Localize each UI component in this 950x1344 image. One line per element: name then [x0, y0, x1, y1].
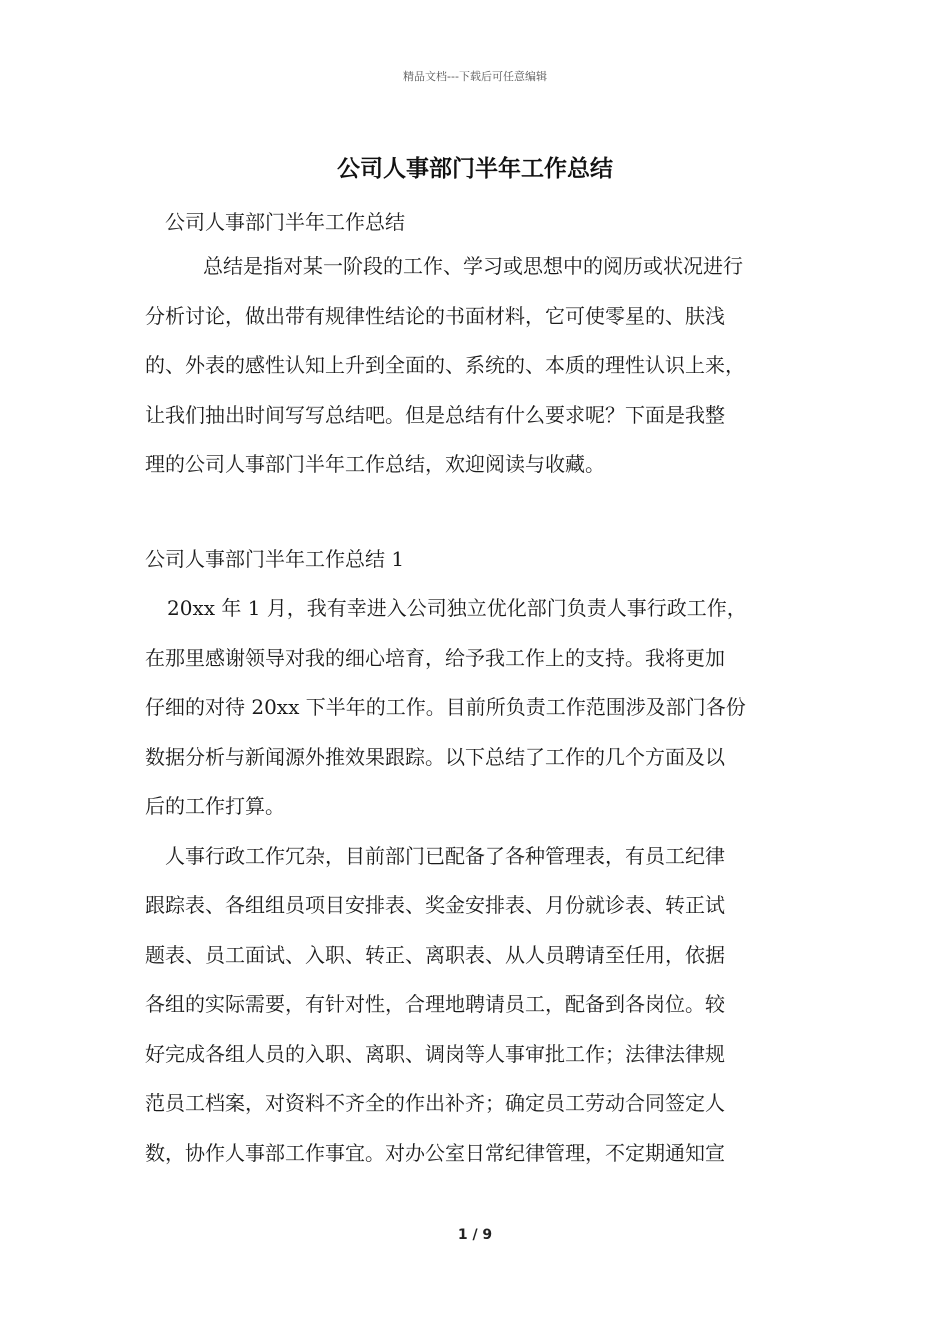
- paragraph-line: 20xx 年 1 月，我有幸进入公司独立优化部门负责人事行政工作，: [167, 596, 747, 620]
- page-number: 1 / 9: [457, 1227, 493, 1243]
- paragraph-line: 跟踪表、各组组员项目安排表、奖金安排表、月份就诊表、转正试: [145, 893, 725, 917]
- paragraph-line: 后的工作打算。: [145, 794, 285, 818]
- intro-line: 分析讨论，做出带有规律性结论的书面材料，它可使零星的、肤浅: [145, 303, 725, 328]
- paragraph-line: 仔细的对待 20xx 下半年的工作。目前所负责工作范围涉及部门各份: [145, 695, 746, 719]
- paragraph-line: 数据分析与新闻源外推效果跟踪。以下总结了工作的几个方面及以: [145, 744, 725, 769]
- intro-line: 理的公司人事部门半年工作总结，欢迎阅读与收藏。: [145, 452, 605, 476]
- paragraph-line: 范员工档案，对资料不齐全的作出补齐；确定员工劳动合同签定人: [145, 1091, 725, 1115]
- paragraph-gap: [145, 490, 805, 535]
- page-header: 精品文档---下载后可任意编辑: [403, 70, 547, 83]
- document-body: [145, 202, 805, 1178]
- document-subtitle: 公司人事部门半年工作总结: [165, 210, 405, 234]
- intro-line: 总结是指对某一阶段的工作、学习或思想中的阅历或状况进行: [203, 254, 743, 278]
- paragraph-line: 题表、员工面试、入职、转正、离职表、从人员聘请至任用，依据: [145, 942, 725, 967]
- paragraph-line: 好完成各组人员的入职、离职、调岗等人事审批工作；法律法律规: [145, 1041, 725, 1066]
- intro-line: 让我们抽出时间写写总结吧。但是总结有什么要求呢？下面是我整: [145, 402, 725, 427]
- paragraph-line: 数，协作人事部工作事宜。对办公室日常纪律管理，不定期通知宣: [145, 1140, 725, 1165]
- paragraph-line: 在那里感谢领导对我的细心培育，给予我工作上的支持。我将更加: [145, 645, 725, 670]
- section-heading: 公司人事部门半年工作总结 1: [145, 546, 405, 571]
- document-title: 公司人事部门半年工作总结: [337, 155, 613, 182]
- paragraph-line: 人事行政工作冗杂，目前部门已配备了各种管理表，有员工纪律: [165, 843, 725, 868]
- paragraph-line: 各组的实际需要，有针对性，合理地聘请员工，配备到各岗位。较: [145, 992, 725, 1016]
- intro-line: 的、外表的感性认知上升到全面的、系统的、本质的理性认识上来，: [145, 353, 745, 377]
